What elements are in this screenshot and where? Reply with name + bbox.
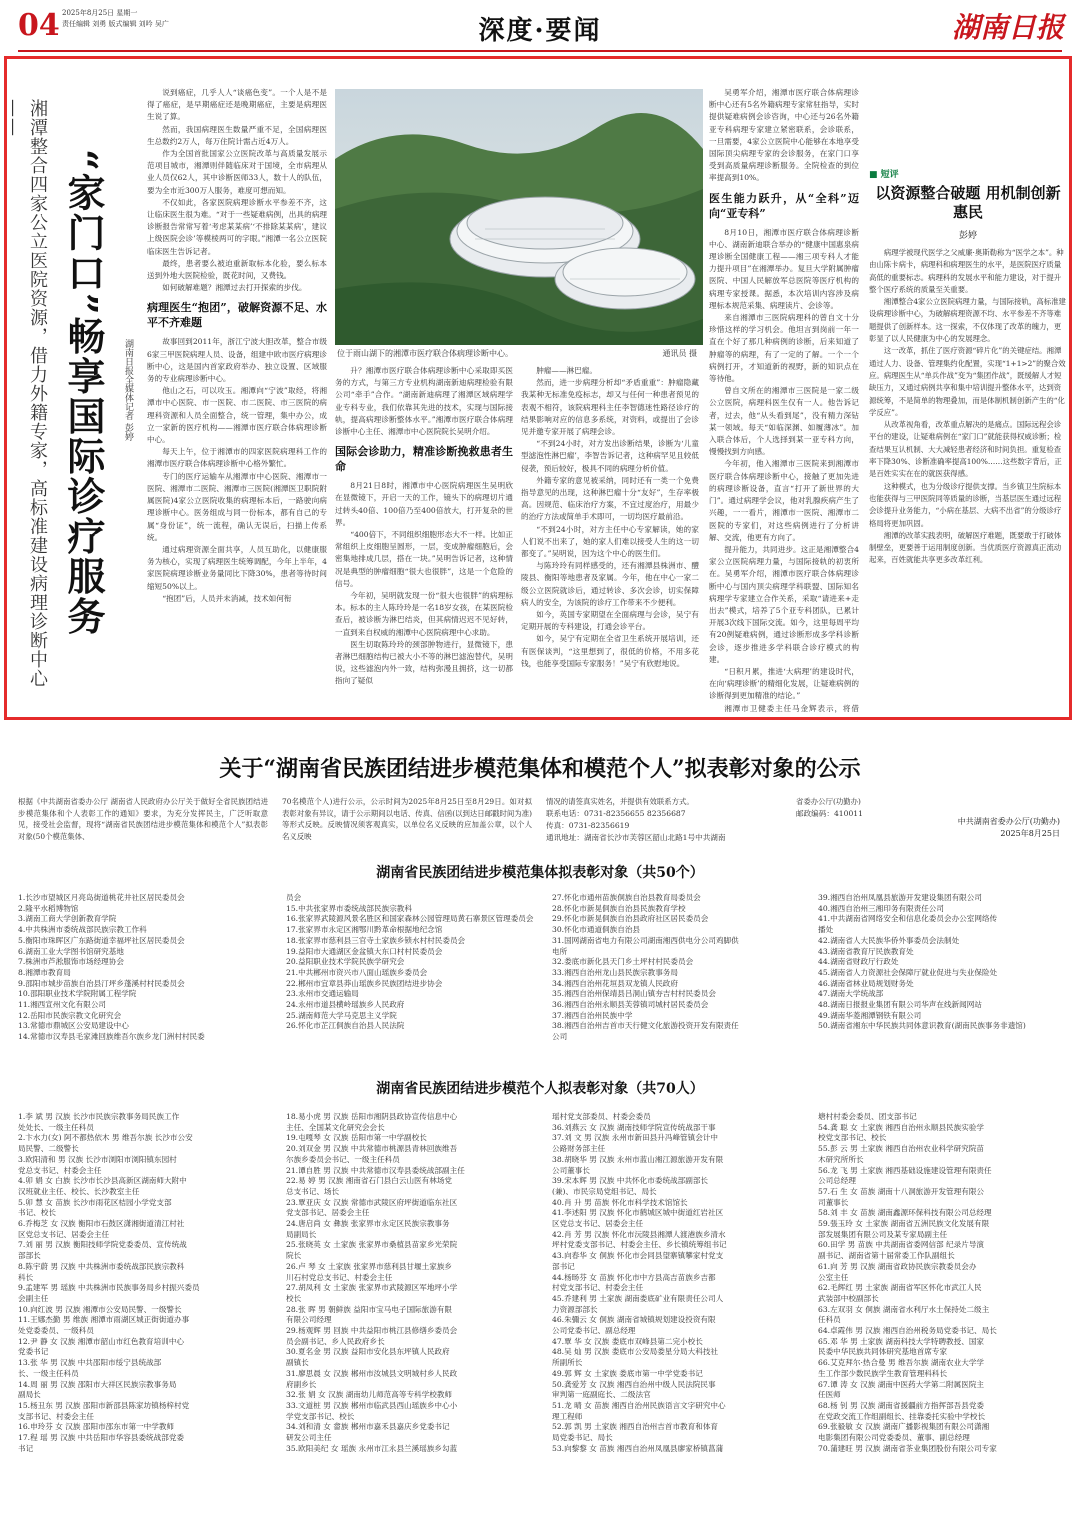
list-item: 49.湖南华菱湘潭钢铁有限公司 [818, 1010, 922, 1020]
list-item: 汉班就业主任、校长、长沙教室主任 [18, 1186, 140, 1196]
list-item: 40.肖 升 男 苗族 怀化市科学技术馆馆长 [552, 1197, 688, 1207]
list-item: 32.张 娟 女 汉族 湖南幼儿师范高等专科学校教师 [286, 1390, 453, 1400]
paragraph: 然而，进一步病理分析却“矛盾重重”：肿瘤隐藏我某种无标准免疫标志，却又与任何一种患者预见的表观不相符，该院病理科主任李智德迷性路径诊疗的结果影响对应的信息多系统，对资料，或提出了会诊见并邀专家开展了病理会诊。 [521, 378, 699, 437]
list-item: 42.湖南省人大民族华侨外事委员会法制处 [818, 935, 960, 945]
paragraph: 通过病理资源全面共享，人员互助化，以健康服务为核心，实现了病理医生统筹调配，今年上半年，4家医院病理诊断业务量同比下降30%，患者等待时间缩短50%以上。 [147, 544, 327, 591]
list-item: 59.張玉玲 女 土家族 湖南省五洲民族文化发展有限 [818, 1219, 990, 1229]
article-subtitle: 湘潭整合四家公立医院资源，借力外籍专家，高标准建设病理诊断中心—— [3, 99, 48, 688]
paragraph: “不到24小时，对方发出诊断结果，诊断为‘儿童型滤泡性淋巴瘤’，李智告诉记者，这种病罕见且较低侵袭，预后较好，极具不同的病理分析价值。 [521, 439, 699, 473]
list-item: 副局长 [18, 1390, 41, 1400]
postcode: 邮政编码：410011 [796, 808, 863, 818]
list-item: 20.刘双金 男 汉族 中共常德市桃源县青林回族维吾 [286, 1144, 458, 1154]
paragraph: 曾自文所在的湘潭市三医院是一家二级公立医院，病理科医生仅有一人。他告诉记者，过去，他“从头看到尾”，没有精力深钻某一领域。每天“如临深渊、如履薄冰”。加入联合体后，个人选择到某一亚专科方向，慢慢找到方向感。 [709, 386, 859, 457]
list-item: 10.邵阳职业技术学院附属工程学院 [18, 989, 137, 999]
list-item: 41.中共湖南省网络安全和信息化委员会办公室网络传 [818, 914, 998, 924]
list-item: 处党委委员、一级科员 [18, 1326, 94, 1336]
list-item: 15.杨丑东 男 汉族 邵阳市新邵县陈家坊镇杨梓村党 [18, 1400, 190, 1410]
commentary-author: 彭婷 [958, 231, 977, 241]
list-item: 7.株洲市芦淞服饰市场经理协会 [18, 957, 124, 967]
article-column-3 [335, 365, 513, 715]
list-item: 53.向黎黎 女 苗族 湘西自治州凤凰县廖家桥镇菖蒲 [552, 1443, 724, 1453]
article-column-4 [521, 365, 699, 715]
list-item: 52.郭 凯 男 土家族 湘西自治州吉首市教育和体育 [552, 1422, 719, 1432]
list-item: 58.刘 丰 女 苗族 湖南鑫源环保科技有限公司总经理 [818, 1208, 992, 1218]
list-item: 23.覃亚庆 女 汉族 常德市武陵区府坪街道临东社区 [286, 1197, 458, 1207]
list-item: 16.张家界武陵源风景名胜区和国家森林公园管理局黄石寨景区管理委员会 [286, 914, 534, 924]
commentary-tag-label: 短评 [880, 170, 899, 180]
groups-column-1 [18, 893, 280, 1043]
list-item: 民委中华民族共同体研究基地首席专家 [818, 1347, 948, 1357]
list-item: 1.李 斌 男 汉族 长沙市民族宗教事务局民族工作 [18, 1112, 180, 1121]
list-item: 27.胡凤利 女 土家族 张家界市武陵源区军地坪小学 [286, 1283, 458, 1293]
list-item: 公司党委书记、副总经理 [552, 1326, 636, 1336]
commentary-box [869, 167, 1067, 714]
list-item: 42.肖 芳 男 汉族 怀化市沅陵县湘潭人渡港族乡清水 [552, 1229, 726, 1239]
section-title: 深度·要闻 [478, 16, 602, 46]
page-number: 04 [18, 8, 60, 43]
paragraph: 作为全国首批国家公立医院改革与高质量发展示范项目城市，湘潭则伴随临床对于国境，全市病理从业人员仅62人，其中诊断医师33人，数十人的队伍，要为全市近300万人服务，难度可想而知。 [147, 149, 327, 195]
list-item: 61.向 芳 男 汉族 湖南省政协民族宗教委员会办 [818, 1261, 977, 1271]
notice-signature [940, 816, 1060, 840]
list-item: 电影集团有限公司党委委员、董事、副总经理 [818, 1433, 970, 1443]
list-item: 公司 [552, 1032, 568, 1042]
list-item: 40.湘西自治州三湘印务有限责任公司 [818, 903, 944, 913]
groups-column-3 [552, 893, 814, 1043]
section-subhead: 医生能力跃升，从“全科”迈向“亚专科” [709, 191, 859, 220]
list-item: 校长 [286, 1293, 302, 1303]
contact-fax: 传真：0731-82356619 [546, 820, 630, 830]
list-item: 29.怀化市新晃侗族自治县政府社区居民委员会 [552, 914, 709, 924]
list-item: 瑶村党支部委员、村委会委员 [552, 1112, 651, 1121]
list-item: 5.卯 慧 女 苗族 长沙市雨花区桔园小学党支部 [18, 1197, 172, 1207]
paragraph: 说到癌症，几乎人人“谈癌色变”。一个人是不是得了癌症，是早期癌症还是晚期癌症，主要是病理医生说了算。 [147, 88, 327, 122]
notice-intro-col3: 情况的请签真实姓名，并提供有效联系方式。 [546, 797, 694, 806]
list-item: 12.尹 静 女 汉族 湘潭市韶山市红色教育培训中心 [18, 1336, 185, 1346]
list-item: 党支部书记、居委会主任 [286, 1208, 370, 1218]
list-item: 6.湖南工业大学图书馆研究基地 [18, 946, 124, 956]
list-item: 公室主任 [818, 1272, 849, 1282]
list-item: 70.蒲建旺 男 汉族 湖南省茶业集团股份有限公司专家 [818, 1443, 997, 1453]
list-item: 28.张 晖 男 朝鲜族 益阳市宝马电子国际旅游有限 [286, 1304, 453, 1314]
paragraph: 如今，吴宁有定期在全省卫生系统开展培训，还有医保谈判，“这里想到了，很低的价格，不用多花钱，也能享受国际专家服务！”吴宁有欣慰地说。 [521, 634, 699, 668]
paragraph: 肿瘤——淋巴瘤。 [536, 366, 597, 375]
list-item: 9.邵阳市城步苗族自治县汀坪乡蓬溪村村民委员会 [18, 978, 185, 988]
list-item: 68.杨 钊 男 汉族 湖南省援疆前方指挥部吾县党委 [818, 1400, 985, 1410]
list-item: 47.湖南大学统战部 [818, 989, 884, 999]
paragraph: 不仅如此，各家医院病理诊断水平参差不齐，这让临床医生很为难。“对于一些疑难病例，出具的病理诊断报告常常写着‘考虑某某病’‘不排除某某病’，建议上级医院会诊’等模棱两可的字眼。”湘潭一名公立医院临床医生告诉记者。 [147, 197, 327, 256]
list-item: 3.湖南工商大学创新教育学院 [18, 914, 117, 924]
paragraph: 故事回到2011年，浙江宁波大胆改革，整合市级6家三甲医院病理人员、设备，组建中欧市医疗病理诊断中心，这是国内首家政府举办、独立设置、区域服务的专业病理诊断中心。 [147, 337, 327, 384]
list-item: 副镇长 [286, 1358, 309, 1368]
individuals-column-4 [818, 1112, 1064, 1455]
article-column-1 [147, 87, 327, 715]
list-item: 35.欧阳美纪 女 瑶族 永州市江永县兰溪瑶族乡勾蓝 [286, 1443, 458, 1453]
list-item: 会副主任 [18, 1293, 49, 1303]
list-item: 司董事长 [818, 1197, 849, 1207]
list-item: 25.张晓英 女 土家族 张家界市桑植县苗家乡光荣院 [286, 1240, 458, 1250]
list-item: 48.湖南日报报业集团有限公司华声在线新闻网站 [818, 1000, 982, 1010]
list-item: 坪村党委支部书记、村委会主任、乡长镇统筹组书记 [552, 1240, 727, 1250]
paragraph: 8月10日，湘潭市医疗联合体病理诊断中心、湖南新迪联合举办的“健康中国惠泉病理诊断全国健康工程——湘三项专科人才能力提升项目”在湘潭举办。复旦大学附属肿瘤医院、中国人民解放军总医院等医疗机构的病理专家授课。据悉，本次培训内容涉及病理标本规范采集、病理读片、会诊等。 [709, 227, 859, 310]
list-item: 17.张家界市永定区湘鄂川黔革命根据地纪念馆 [286, 925, 443, 935]
list-item: 67.谭 涛 女 汉族 湖南中医药大学第二附属医院主 [818, 1379, 985, 1389]
list-item: 2.卞水力(女) 阿不都热依木 男 维吾尔族 长沙市公安 [18, 1133, 193, 1143]
list-item: 19.屯嘎琴 女 汉族 岳阳市第一中学副校长 [286, 1133, 427, 1143]
list-item: 45.湖南省人力资源社会保障厅就业促进与失业保险处 [818, 967, 998, 977]
list-item: 8.湘潭市教育局 [18, 967, 71, 977]
paragraph: 他山之石，可以攻玉。湘潭向“宁波”取经，将湘潭市中心医院、市一医院、市二医院、市三医院的病理科资源和人员全面整合，统一管理，集中办公，成立一家新的医疗机构——湘潭市医疗联合体病理诊断中心。 [147, 386, 327, 445]
list-item: 44.湖南省财政厅行政处 [818, 957, 899, 967]
list-item: 播处 [818, 925, 834, 935]
list-item: 科长 [18, 1272, 34, 1282]
paragraph: 这种模式，也为分级诊疗提供支撑。当乡镇卫生院标本也能获得与三甲医院同等质量的诊断，当基层医生通过远程会诊提升业务能力，“小病在基层、大病不出省”的分级诊疗格局将更加巩固。 [869, 481, 1062, 528]
list-item: 38.胡晓华 男 汉族 永州市蓝山湘江源旅游开发有限 [552, 1154, 724, 1164]
list-item: 尔族乡委员会书记、一级主任科员 [286, 1154, 400, 1164]
list-item: 研发公司主任 [286, 1433, 332, 1443]
list-item: 处处长、一级主任科员 [18, 1122, 94, 1132]
article-photo [335, 89, 703, 345]
notice-office [796, 796, 926, 820]
list-item: 16.申玲芬 女 汉族 邵阳市邵东市第一中学教师 [18, 1422, 175, 1432]
masthead [0, 0, 1080, 52]
list-item: 48.吴 灿 男 汉族 娄底市公安局娄星分局大科技社 [552, 1347, 719, 1357]
paragraph: 来自湘潭市三医院病理科的曾自文十分珍惜这样的学习机会。他坦言到岗前一年一直在个好了那几种病例的诊断，后来知道了肿瘤等的病理，有了一定的了解。一个一个病例打开，才知道新的视野，新的知识点在等待他。 [709, 313, 859, 384]
list-item: 村党支部书记、村委会主任 [552, 1283, 644, 1293]
list-item: 50.龚爱芳 女 汉族 湘西自治州中级人民法院民事 [552, 1379, 716, 1389]
paragraph: 提升能力，共同进步。这正是湘潭整合4家公立医院病理力量，与国际接轨的初衷所在。吴勇军介绍，湘潭市医疗联合体病理诊断中心与国内顶尖病理学科联盟、国际知名病理学专家建立合作关系，采取“请进来+走出去”模式，培养了5个亚专科团队，已累计开展3次线下国际交流。如今，这里每周平均有20例疑难病例，通过诊断形成多学科诊断会诊，逐步推进多学科联合诊疗模式的构建。 [709, 544, 859, 664]
list-item: 23.永州市交通运输局 [286, 989, 359, 999]
list-item: 主任、全国某文化研究会会长 [286, 1122, 385, 1132]
list-item: 木研究所所长 [818, 1154, 864, 1164]
list-item: 41.李述阳 男 汉族 怀化市鹤城区城中街道红岩社区 [552, 1208, 724, 1218]
list-item: 理工程师 [552, 1411, 583, 1421]
list-item: 36.湘西自治州永顺县芙蓉镇司城村居民委员会 [552, 1000, 709, 1010]
list-item: 24.永州市道县横岭瑶族乡人民政府 [286, 1000, 405, 1010]
notice-title: 关于“湖南省民族团结进步模范集体和模范个人”拟表彰对象的公示 [219, 756, 861, 782]
list-item: 19.益阳市大通湖区金盆镇大东口村村民委员会 [286, 946, 443, 956]
list-item: 书记、校长 [18, 1208, 56, 1218]
list-item: 22.易 婷 男 汉族 湘南省石门县白云山医有林场党 [286, 1176, 453, 1186]
commentary-body [869, 247, 1067, 567]
list-item: 3.欧阳清和 男 汉族 长沙市浏阳市浏阳镇东园村 [18, 1154, 177, 1164]
list-item: 8.陈宇蔚 男 汉族 中共株洲市委统战部民族宗教科 [18, 1261, 185, 1271]
list-item: 7.刘 丽 男 汉族 衡阳技师学院党委委员、宣传统战 [18, 1240, 187, 1250]
list-item: 54.龚 聪 女 土家族 湘西自治州永顺县民族实验学 [818, 1122, 985, 1132]
individuals-title: 湖南省民族团结进步模范个人拟表彰对象（共70人） [376, 1081, 704, 1097]
list-item: 33.湘西自治州龙山县民族宗教事务局 [552, 967, 678, 977]
list-item: 书记 [18, 1443, 34, 1453]
date-line: 2025年8月25日 星期一 [62, 9, 138, 17]
list-item: 局副局长 [286, 1229, 317, 1239]
list-item: 部发展集团有限公司及某专家局副主任 [818, 1229, 948, 1239]
list-item: 24.唐启尚 女 彝族 张家界市永定区民族宗教事务 [286, 1219, 450, 1229]
list-item: 4.中共株洲市委统战部民族宗教工作科 [18, 925, 147, 935]
list-item: 18.易小虎 男 汉族 岳阳市湘阴县政协宣传信息中心 [286, 1112, 458, 1121]
list-item: 49.郭 辉 女 土家族 娄底市第一中学党委书记 [552, 1368, 703, 1378]
list-item: 63.左双羽 女 侗族 湖南省水利厅水土保持处二级主 [818, 1304, 990, 1314]
list-item: 电所 [552, 946, 568, 956]
article-column-5 [709, 87, 859, 715]
paragraph: 从改革视角看，改革重点解决的是痛点。国际远程会诊平台的建设，让疑难病例在“家门口”就能获得权威诊断；检查结果互认机制、大大减轻患者经济和时间负担。重复检查率下降30%、诊断准确率提高100%……这些数字背后，正是百姓实实在在的就医获得感。 [869, 420, 1062, 479]
list-item: 党委书记 [18, 1347, 49, 1357]
list-item: 30.夏名金 男 汉族 益阳市安化县东坪镇人民政府 [286, 1347, 450, 1357]
individuals-column-3 [552, 1112, 814, 1455]
list-item: 27.怀化市通州苗族侗族自治县教育局委员会 [552, 893, 701, 902]
editors-line: 责任编辑 刘勇 版式编辑 刘吟 吴广 [62, 20, 169, 28]
groups-column-4 [818, 893, 1064, 1032]
commentary-tag: ■ 短评 [869, 170, 899, 180]
paragraph: “400倍下，不同组织细胞形态大不一样。比如正常组织上皮细胞呈圆形，一层，变成肿瘤细胞后，会密集地排成几层，搭在一块。”吴明告诉记者，这种情况是典型的肿瘤细胞“很大也很胖”，这是一个危险的信号。 [335, 530, 513, 588]
paragraph: 医生切取陈玲玲的颈部肿物进行，显微镜下，患者淋巴细胞结构已被大小不等的淋巴滤泡替代，吴明说，这些滤泡内外一致，结构弥漫且拥挤，这一切都指向了疑似 [335, 639, 513, 686]
list-item: 22.郴州市宜章县莽山瑶族乡民族团结进步协会 [286, 978, 443, 988]
list-item: 府副乡长 [286, 1379, 317, 1389]
list-item: 塘村村委会委员、团支部书记 [818, 1112, 917, 1121]
list-item: 65.邓 华 男 土家族 湖南科技大学特聘教授、国家 [818, 1336, 985, 1346]
paragraph: 与陈玲玲有同样感受的，还有湘潭县株洲市、醴陵县、衡阳等地患者及家属。今年，他在中心一家二级公立医院就诊后，通过转诊、多次会诊，切实保障病人的安全，为该院的诊疗工作带来不少便利。 [521, 561, 699, 607]
list-item: 14.周 丽 男 汉族 邵阳市大祥区民族宗教事务局 [18, 1379, 177, 1389]
individuals-column-1 [18, 1112, 280, 1455]
list-item: 14.常德市汉寿县毛家滩回族维吾尔族乡龙门洲村村民委 [18, 1032, 205, 1042]
notice-contacts [546, 796, 782, 844]
list-item: 任科员 [818, 1315, 841, 1325]
paragraph: 8月21日8时，湘潭市中心医院病理医生吴明欣在显微镜下，开启一天的工作，镜头下的病理切片通过转头40倍、100倍乃至400倍放大，打开复杂的世界。 [335, 481, 513, 527]
newspaper-logo: 湖南日报 [951, 11, 1064, 44]
list-item: 支部书记、村委会主任 [18, 1411, 94, 1421]
contact-office: 省委办公厅(功勤办) [796, 797, 861, 806]
list-item: 在党政交流工作组副组长、挂靠委托实验中学校长 [818, 1411, 986, 1421]
list-item: 区党总支书记、居委会主任 [18, 1229, 110, 1239]
contact-phone: 联系电话：0731-82356655 82356687 [546, 808, 686, 818]
list-item: 37.刘 文 男 汉族 永州市新田县升冯峰管镇会计中 [552, 1133, 719, 1143]
notice-intro-col1: 根据《中共湖南省委办公厅 湖南省人民政府办公厅关于做好全省民族团结进步模范集体和个人表彰工作的通知》要求，为充分发挥民主，广泛听取意见，接受社会监督，现将“湖南省民族团结进步模范集体和模范个人”拟表彰对象(50个模范集体、 [18, 797, 268, 841]
list-item: 35.湘西自治州保靖县吕洞山镇夯吉村村民委员会 [552, 989, 716, 999]
list-item: 62.毛辉红 男 土家族 湖南省军区怀化市武江人民 [818, 1283, 982, 1293]
list-item: 60.田学 男 苗族 中共湖南省委网信部 纪录片导演 [818, 1240, 985, 1250]
list-item: 39.湘西自治州凤凰县旅游开发建设集团有限公司 [818, 893, 982, 902]
list-item: 43.湖南省教育厅民族教育处 [818, 946, 914, 956]
list-item: 30.怀化市通道侗族自治县 [552, 925, 641, 935]
list-item: 29.杨观辉 男 回族 中共益阳市桃江县修缮乡委员会 [286, 1326, 458, 1336]
list-item: 38.湘西自治州吉首市天行健文化旅游投资开发有限责任 [552, 1021, 739, 1031]
list-item: 13.常德市鼎城区公安局建设中心 [18, 1021, 129, 1031]
list-item: 46.朱彌云 女 侗族 湖南省城镇规划建设投资有限 [552, 1315, 716, 1325]
list-item: 11.王娜杰勤 男 维族 湘潭市雨湖区城正街街道办事 [18, 1315, 190, 1325]
paragraph: 如何破解难题？湘潭过去打开探索的步伐。 [162, 283, 307, 293]
list-item: 50.湖南省湘东中华民族共同体意识教育(湖南民族事务非遗馆) [818, 1021, 1026, 1031]
paragraph: 专门的医疗运输车从湘潭市中心医院、湘潭市一医院、湘潭市二医院、湘潭市三医院(湘潭医卫职院附属医院)4家公立医院收集的病理标本后，一路驶向病理诊断中心。医务组成与同一份标本，都有自己的专属“身份证”，统一流程，确认无误后，扫描上传系统。 [147, 471, 327, 542]
paragraph: “不到24小时，对方主任中心专家解读，她的家人们说不出来了，她的家人们难以接受人生的这一切都变了。”吴明说，因为这个中心的医生们。 [521, 524, 699, 559]
notice-intro-col2: 70名模范个人)进行公示，公示时间为2025年8月25日至8月29日。如对拟表彰对象有异议，请于公示期间以电话、传真、信函(以到达日邮戳时间为准)等形式反映。反映情况须客观真实，以单位名义反映的应加盖公章，以个人名义反映 [282, 797, 532, 841]
list-item: 43.向春华 女 侗族 怀化市会同县望寨镇攀家村党支 [552, 1251, 724, 1261]
list-item: 武装部中校副部长 [818, 1293, 879, 1303]
list-item: 31.国网湖南省电力有限公司湖南湘西供电分公司鸡脚供 [552, 935, 739, 945]
list-item: 有限公司经理 [286, 1315, 332, 1325]
list-item: 任医师 [818, 1390, 841, 1400]
list-item: 公司总经理 [818, 1176, 856, 1186]
list-item: 11.湘西宣州文化有限公司 [18, 1000, 107, 1010]
groups-title: 湖南省民族团结进步模范集体拟表彰对象（共50个） [376, 865, 704, 881]
masthead-rule [18, 50, 1062, 52]
paragraph: 如今，英国专家期望在全面病理与会诊，吴宁有定期开展的专科建设，打通会诊平台。 [521, 610, 699, 632]
sign-org: 中共湖南省委办公厅(功勤办) [957, 817, 1060, 826]
article-byline: 湖南日报全媒体记者 彭婷 [123, 339, 133, 441]
list-item: 45.乔建利 男 土家族 湖南娄底矿业有限责任公司人 [552, 1293, 724, 1303]
list-item: 9.孟建军 男 瑶族 中共株洲市民族事务局乡村振兴委员 [18, 1283, 200, 1293]
list-item: 力资源部部长 [552, 1304, 598, 1314]
section-subhead: 病理医生“抱团”，破解资源不足、水平不齐难题 [147, 301, 327, 330]
list-item: 26.怀化市芷江侗族自治县人民法院 [286, 1021, 405, 1031]
list-item: 长、一级主任科员 [18, 1368, 79, 1378]
list-item: 57.石 生 女 苗族 湖南十八洞旅游开发管理有限公 [818, 1186, 985, 1196]
list-item: 学党支部书记、校长 [286, 1411, 355, 1421]
list-item: 生工作部少数民族学生教育管理科科长 [818, 1368, 948, 1378]
list-item: 校党支部书记、校长 [818, 1133, 887, 1143]
list-item: 总支书记、场长 [286, 1186, 340, 1196]
photo-caption [337, 348, 697, 359]
list-item: 所副所长 [552, 1358, 583, 1368]
list-item: 32.娄底市新化县天门乡土坪村村民委员会 [552, 957, 694, 967]
list-item: 64.卓霞伟 男 汉族 湘西自治州税务局党委书记、局长 [818, 1326, 997, 1336]
list-item: 院长 [286, 1251, 302, 1261]
list-item: 39.宋本辉 男 汉族 中共怀化市委统战部副部长 [552, 1176, 709, 1186]
sign-date: 2025年8月25日 [1000, 829, 1060, 838]
list-item: 34.湘西自治州花垣县双龙镇人民政府 [552, 978, 678, 988]
list-item: 局党委书记、局长 [552, 1433, 613, 1443]
paragraph: 然而，我国病理医生数量严重不足，全国病理医生总数约2万人，每万住院计需占近4万人。 [147, 124, 327, 146]
list-item: 46.湖南省林业局规划财务处 [818, 978, 914, 988]
list-item: 33.文道桩 男 汉族 郴州市临武县西山瑶族乡中心小 [286, 1400, 458, 1410]
feature-article [4, 56, 1072, 720]
list-item: 局民警、二级警长 [18, 1144, 79, 1154]
list-item: 5.衡阳市珠晖区广东路街道幸福坪社区居民委员会 [18, 935, 185, 945]
paragraph: 湘潭市卫健委主任马金辉表示，将借 [724, 703, 859, 713]
list-item: 17.程 瑶 男 汉族 中共岳阳市华容县委统战部党委 [18, 1433, 185, 1443]
list-item: 2.隆平水稻博物馆 [18, 903, 79, 913]
individuals-column-2 [286, 1112, 548, 1455]
list-item: 10.向红波 男 汉族 湘潭市公安局民警、一级警长 [18, 1304, 182, 1314]
list-item: 公路财务部主任 [552, 1144, 606, 1154]
section-subhead: 国际会诊助力，精准诊断挽救患者生命 [335, 445, 513, 474]
list-item: 21.谭自胜 男 汉族 中共常德市汉寿县委统战部副主任 [286, 1165, 465, 1175]
list-item: 37.湘西自治州民族中学 [552, 1010, 633, 1020]
paragraph: 病理学被现代医学之父威廉·奥斯勒称为“医学之本”。种由山陈卡病卡，病理科和病理医生的水平，是医院医疗质量高低的重要标志。病理科的发展水平和能力建设，对于提升整个医疗系统的质量至关重要。 [869, 248, 1064, 294]
list-item: (兼)、市民宗局党组书记、局长 [552, 1186, 657, 1196]
list-item: 区党总支书记、居委会主任 [552, 1219, 644, 1229]
list-item: 20.益阳职业技术学院民族学研究会 [286, 957, 405, 967]
list-item: 13.张 华 男 汉族 中共邵阳市绥宁县统战部 [18, 1358, 162, 1368]
groups-column-2 [286, 893, 548, 1032]
paragraph: 湘潭整合4家公立医院病理力量，与国际接轨，高标准建设病理诊断中心，为破解病理资源不均、水平参差不齐等难题提供了创新样本。这一探索，不仅体现了改革的魄力，更彰显了以人民健康为中心的发展理念。 [869, 297, 1066, 344]
list-item: 55.彭 云 男 土家族 湘西自治州农业科学研究院苗 [818, 1144, 985, 1154]
paragraph: 最终，患者要么被迫重新取标本化验，要么标本送到外地大医院检验，既花时间，又费钱。 [147, 258, 327, 281]
list-item: 66.艾克拜尔·热合曼 男 维吾尔族 湖南农业大学学 [818, 1358, 985, 1368]
list-item: 25.湖南师范大学马克思主义学院 [286, 1010, 397, 1020]
list-item: 31.廖思晨 女 汉族 郴州市汝城县文明城村乡人民政 [286, 1368, 458, 1378]
photo-credit: 通讯员 摄 [662, 349, 697, 358]
list-item: 4.卯 娟 女 白族 长沙市长沙县高新区湖南师大附中 [18, 1176, 187, 1186]
list-item: 川石村党总支书记、村委会主任 [286, 1272, 393, 1282]
list-item: 26.卢 琴 女 土家族 张家界市慈利县甘堰土家族乡 [286, 1261, 453, 1271]
caption-text: 位于雨山湖下的湘潭市医疗联合体病理诊断中心。 [337, 349, 513, 358]
list-item: 51.龙 晴 女 苗族 湘西自治州民族语言文字研究中心 [552, 1400, 726, 1410]
paragraph: 外籍专家的意见被采纳，同时还有一类一个免费指导意见的出现，这种淋巴瘤十分“友好”，生存率极高。因规范、临床治疗方案，不宜过度治疗，用最少的治疗方法或简单手术即可，一切均医疗最前沿。 [521, 475, 699, 522]
list-item: 36.刘燕云 女 汉族 湖南技师学院宣传统战部干事 [552, 1122, 716, 1132]
list-item: 69.张毅敏 女 汉族 湖南广播影视集团有限公司潇湘 [818, 1422, 990, 1432]
list-item: 副书记、湖南省第十届常委工作队副组长 [818, 1251, 955, 1261]
paragraph: “抱团”后，人员并未消减，技术如何衔 [162, 593, 292, 603]
paragraph: 湘潭的改革实践表明，破解医疗难题，既要敢于打破体制壁垒，更要善于运用制度创新。当优质医疗资源真正流动起来，百姓就能共享更多改革红利。 [869, 530, 1062, 565]
list-item: 员会 [286, 893, 302, 902]
contact-address: 通讯地址：湖南省长沙市芙蓉区韶山北路1号中共湖南 [546, 832, 726, 842]
paragraph: 吴勇军介绍，湘潭市医疗联合体病理诊断中心还有5名外籍病理专家常驻指导，实时提供疑难病例会诊咨询，中心还与26名外籍亚专科病理专家建立紧密联系，会诊联系，一旦需要，4家公立医院中心能够在本地享受国际顶尖病理专家的会诊服务，在家门口享受到高质量病理诊断服务。全院检查的到位率提高到10%。 [709, 88, 859, 183]
list-item: 部书记 [552, 1261, 575, 1271]
list-item: 6.乔梅芝 女 汉族 衡阳市石鼓区潇湘街道清江村社 [18, 1219, 185, 1229]
article-headline: “家门口”畅享国际诊疗服务 [61, 149, 106, 637]
list-item: 12.岳阳市民族宗教文化研究会 [18, 1010, 122, 1020]
list-item: 56.龙 飞 男 土家族 湘西基础设施建设管理有限责任 [818, 1165, 992, 1175]
list-item: 34.刘和清 女 畲族 郴州市嘉禾县嘉庆乡党委书记 [286, 1422, 450, 1432]
list-item: 党总支书记、村委会主任 [18, 1165, 102, 1175]
list-item: 18.张家界市慈利县三官寺土家族乡锁水村村民委员会 [286, 935, 466, 945]
list-item: 公司董事长 [552, 1165, 590, 1175]
list-item: 21.中共郴州市资兴市八面山瑶族乡委员会 [286, 967, 428, 977]
list-item: 部部长 [18, 1251, 41, 1261]
list-item: 员会副书记、乡人民政府乡长 [286, 1336, 385, 1346]
list-item: 28.怀化市新晃侗族自治县民族教育学校 [552, 903, 686, 913]
list-item: 44.杨旸芬 女 苗族 怀化市中方县高吉苗族乡吉都 [552, 1272, 716, 1282]
list-item: 15.中共张家界市委统战部民族宗教科 [286, 903, 412, 913]
list-item: 审判第一庭副庭长、二级法官 [552, 1390, 651, 1400]
paragraph: 升？湘潭市医疗联合体病理诊断中心采取即买医务的方式，与第三方专业机构湖南新迪病理检验有限公司“牵手”合作。“湖南新迪病理了湘潭区域病理学业专科专业，我们依靠其先进的技术，实现与国际接轨，提高病理诊断整体水平。”湘潭市医疗联合体病理诊断中心主任、湘潭市中心医院院长吴明介绍。 [335, 366, 513, 437]
paragraph: 今年初，吴明就发现一份“很大也很胖”的病理标本。标本的主人陈玲玲是一名18岁女孩，在某医院检查后，被诊断为淋巴结炎，但其病情迟迟不见好转，一直到来自权威的湘潭中心医院病理中心求助。 [335, 591, 513, 637]
commentary-title: 以资源整合破题 用机制创新惠民 [875, 184, 1061, 221]
paragraph: 这一改革，抓住了医疗资源“碎片化”的关键症结。湘潭通过人力、设备、管理集约化配置，实现“1+1>2”的聚合效应。病理医生从“单兵作战”变为“集团作战”，既缓解人才短缺压力，又通过病例共享和集中培训提升整体水平，达到资源统筹，不是简单的物理叠加，而是体制机制创新产生的“化学反应”。 [869, 346, 1066, 417]
paragraph: “日积月累，推进‘大病理’的建设时代，在向‘病理诊断’的精细化发展，让疑难病例的诊断得到更加精准的结论。” [709, 666, 859, 701]
paragraph: 每天上午，位于湘潭市的四家医院病理科工作的湘潭市医疗联合体病理诊断中心格外繁忙。 [147, 447, 327, 469]
list-item: 47.覃 华 女 汉族 娄底市双峰县第二完小校长 [552, 1336, 703, 1346]
list-item: 1.长沙市望城区月亮岛街道桃花井社区居民委员会 [18, 893, 185, 902]
paragraph: 今年初，他入湘潭市三医院来到湘潭市医疗联合体病理诊断中心，接触了更加先进的病理诊断设备，直言“打开了新世界的大门”。通过病理学会议，他对乳腺疾病产生了兴趣，一一看片，湘潭市一医院、湘潭市二医院的专家们，对这些病例进行了分析讲解、交流，他更有方向了。 [709, 459, 859, 542]
